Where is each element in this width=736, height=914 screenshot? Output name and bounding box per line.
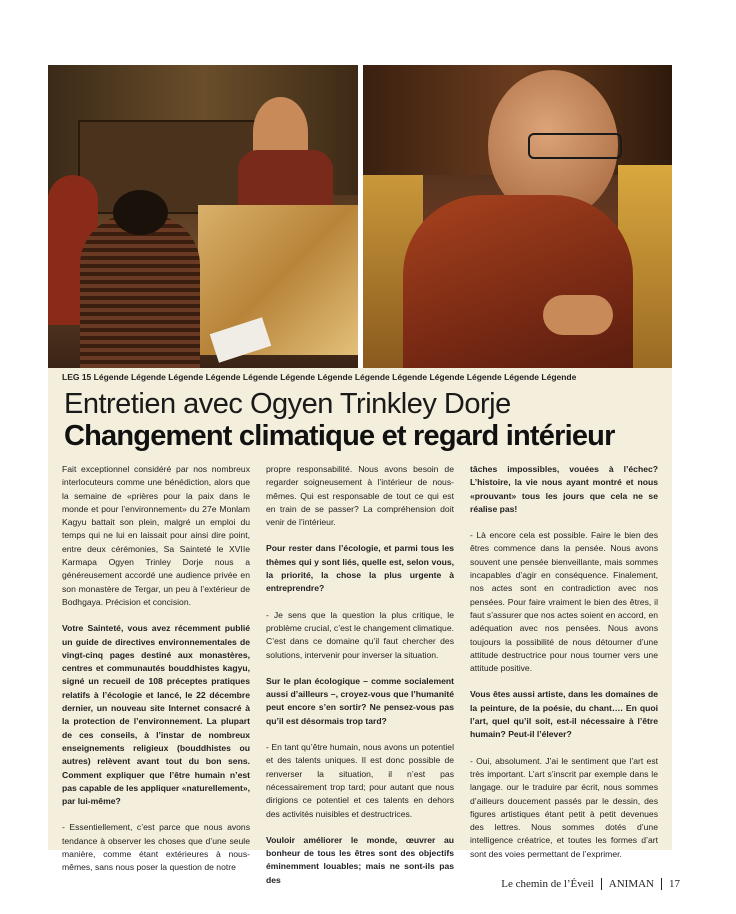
question: Votre Sainteté, vous avez récemment publié un guide de directives environnementales de vingt-cinq pages destiné aux monastères, centres et communautés bouddhistes kagyu, signé un recueil de 108 préceptes pratiques relatifs à l’écologie et lancé, le 22 décembre dernier, un nouveau site Internet consacré à la protection de l’environnement. La plupart de ces conseils, à l’instar de nombreux enseignements religieux (bouddhistes ou autres) relèvent avant tout du bon sens. Comment expliquer que l’être humain n’est pas capable de les appliquer «naturellement», par lui-même? — [62, 623, 250, 807]
photo-caption: LEG 15 Légende Légende Légende Légende Légende Légende Légende Légende Légende Légende Légende Légende Légende — [62, 372, 577, 382]
question: Vous êtes aussi artiste, dans les domaines de la peinture, de la poésie, du chant…. En quoi l’art, quel qu’il soit, est-il nécessaire à l’être humain? Peut-il l’élever? — [470, 689, 658, 740]
answer: - Je sens que la question la plus critique, le problème crucial, c’est le changement climatique. C’est dans ce domaine qu’il faut chercher des solutions, intervenir pour inverser la situation. — [266, 609, 454, 660]
answer: - En tant qu’être humain, nous avons un potentiel et des talents uniques. Il est donc possible de renverser la situation, il n’est pas nécessairement trop tard; pour autant que nous dirigions ce potentiel et ces talents en dehors des activités nuisibles et destructrices. — [266, 742, 454, 819]
article-subtitle: Changement climatique et regard intérieur — [64, 420, 615, 452]
answer: - Oui, absolument. J’ai le sentiment que l’art est très important. L’art s’inscrit par exemple dans le langage. our le traduire par écrit, nous sommes d’ailleurs doucement passés par le dessin, des figures artistiques étant petit à petit devenues des lettres. Nous sommes dotés d’une intelligence créatrice, et toutes les formes d’art sont des voies permettant de l’exprimer. — [470, 755, 658, 859]
text-column-1 — [62, 463, 250, 888]
answer: propre responsabilité. Nous avons besoin de regarder soigneusement à l’intérieur de nous-mêmes. Qui est responsable de tout ce qui est en train de se passer? La compréhension doit venir de l’intérieur. — [266, 464, 454, 528]
section-name: ANIMAN — [608, 878, 654, 890]
text-column-2 — [266, 463, 454, 900]
question: Vouloir améliorer le monde, œuvrer au bonheur de tous les êtres sont des objectifs éminemment louables; mais ne sont-ils pas des — [266, 834, 454, 885]
footer-divider — [661, 878, 662, 890]
photo-audience — [48, 65, 358, 368]
intro-paragraph: Fait exceptionnel considéré par nos nombreux interlocuteurs comme une bénédiction, alors que la semaine de «prières pour la paix dans le monde et pour l’environnement» du 27e Monlam Kagyu battait son plein, malgré un emploi du temps qui ne lui en laissait pour ainsi dire point, entre deux cérémonies, Sa Sainteté le XVIIe Karmapa Ogyen Trinley Dorje nous a généreusement accordé une audience privée en son monastère de Tergar, un peu à l’extérieur de Bodhgaya. Précision et concision. — [62, 464, 250, 607]
answer: - Essentiellement, c’est parce que nous avons tendance à observer les choses que d’une seule manière, comme étant extérieures à nous-mêmes, sans nous poser la question de notre — [62, 822, 250, 873]
answer: - Là encore cela est possible. Faire le bien des êtres commence dans la pensée. Nous avons souvent une pensée bienveillante, mais sommes incapables d’agir en conséquence. Finalement, nos actes sont en contradiction avec nos pensées. Pour faire vraiment le bien des êtres, il faut s’assurer que nos actes soient en accord, en adéquation avec nos pensées. Nous avons toujours la possibilité de nous détourner d’une attitude destructrice pour nous tourner vers une attitude positive. — [470, 530, 658, 674]
footer-divider — [601, 878, 602, 890]
text-column-3 — [470, 463, 658, 874]
photo-karmapa — [363, 65, 672, 368]
page-number: 17 — [669, 878, 680, 890]
question: tâches impossibles, vouées à l’échec? L’histoire, la vie nous ayant montré et nous «prouvant» tous les jours que cela ne se réalise pas! — [470, 464, 658, 514]
article-title: Entretien avec Ogyen Trinkley Dorje — [64, 388, 511, 420]
question: Pour rester dans l’écologie, et parmi tous les thèmes qui y sont liés, quelle est, selon vous, la priorité, la chose la plus urgente à entreprendre? — [266, 543, 454, 594]
magazine-name: Le chemin de l’Éveil — [501, 878, 594, 890]
question: Sur le plan écologique – comme socialement aussi d’ailleurs –, croyez-vous que l’humanité peut encore s’en sortir? Ne pensez-vous pas qu’il est désormais trop tard? — [266, 675, 454, 726]
page-footer — [501, 878, 680, 890]
